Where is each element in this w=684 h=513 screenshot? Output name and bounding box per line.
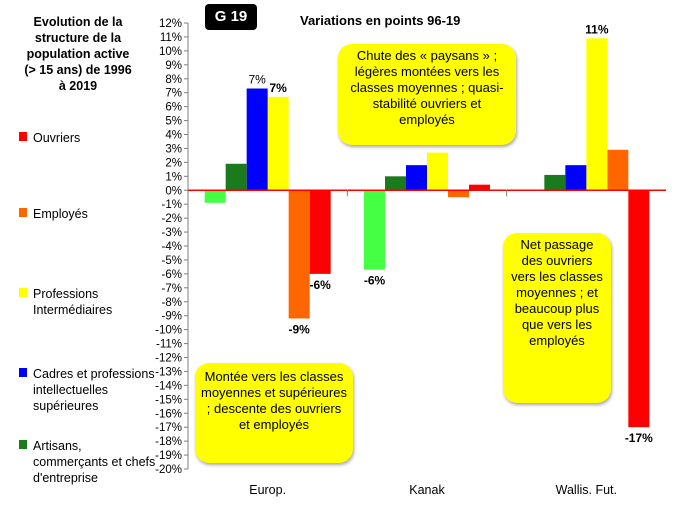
annotation-top: Chute des « paysans » ; légères montées vers les classes moyennes ; quasi-stabilité ouvriers et employés (338, 44, 516, 145)
y-tick-label: -10% (155, 324, 182, 337)
y-tick-label: -4% (161, 241, 182, 253)
y-tick-label: -14% (155, 380, 182, 393)
y-tick-label: -12% (155, 352, 182, 365)
data-label: -6% (363, 273, 386, 288)
y-tick-label: 0% (165, 185, 182, 198)
y-tick-label: -11% (156, 338, 182, 351)
y-tick-label: 4% (165, 129, 182, 142)
y-tick-label: -20% (155, 464, 182, 476)
data-label: -6% (309, 277, 331, 292)
y-tick-label: -9% (161, 310, 182, 323)
data-label: -9% (288, 322, 310, 337)
bar (586, 38, 607, 190)
data-label: 11% (585, 22, 609, 37)
y-tick-label: -1% (161, 199, 182, 212)
bar (247, 89, 268, 191)
bar (406, 165, 427, 190)
y-tick-label: -15% (155, 394, 182, 407)
x-category-label: Wallis. Fut. (555, 483, 618, 497)
bar (544, 175, 565, 190)
legend-label: Employés (33, 207, 88, 221)
chart-badge: G 19 (205, 4, 257, 30)
bar (385, 176, 406, 190)
data-label: 7% (248, 72, 266, 87)
bar (607, 150, 628, 190)
bar (226, 164, 247, 190)
y-tick-label: 12% (158, 18, 182, 30)
y-tick-label: 9% (165, 59, 182, 72)
y-tick-label: -18% (155, 436, 182, 449)
y-tick-label: -6% (161, 268, 182, 281)
y-tick-label: -5% (161, 254, 182, 267)
bar (448, 190, 469, 197)
x-category-label: Kanak (409, 483, 445, 497)
bar (268, 97, 289, 190)
bar (364, 190, 385, 269)
bar (469, 185, 490, 191)
bar (427, 153, 448, 191)
y-tick-label: -19% (155, 450, 182, 463)
y-tick-label: 7% (165, 87, 182, 100)
y-tick-label: -8% (161, 296, 182, 309)
legend-label: Cadres et professions intellectuelles supérieures (33, 367, 155, 413)
y-tick-label: 1% (165, 171, 182, 184)
y-tick-label: 5% (165, 115, 182, 128)
legend-label: Artisans, commerçants et chefs d'entreprise (33, 439, 156, 485)
data-label: -17% (624, 431, 653, 446)
bar (205, 190, 226, 203)
y-tick-label: -3% (161, 227, 182, 240)
annotation-bottom-left: Montée vers les classes moyennes et supérieures ; descente des ouvriers et employés (195, 363, 353, 463)
y-tick-label: 2% (165, 157, 182, 170)
left-title: Evolution de la structure de la population active (> 15 ans) de 1996 à 2019 (24, 15, 132, 93)
chart-title: Variations en points 96-19 (300, 13, 461, 28)
x-category-label: Europ. (249, 483, 287, 497)
legend-label: Ouvriers (33, 131, 81, 145)
y-tick-label: -7% (161, 282, 182, 295)
y-tick-label: 8% (165, 73, 182, 86)
y-tick-label: 11% (159, 31, 182, 44)
y-tick-label: 6% (165, 101, 182, 114)
y-tick-label: 3% (165, 143, 182, 156)
bar (628, 190, 649, 427)
y-tick-label: -17% (155, 422, 182, 435)
annotation-bottom-right: Net passage des ouvriers vers les classes moyennes ; et beaucoup plus que vers les employés (503, 233, 611, 403)
y-tick-label: -2% (161, 213, 182, 226)
legend-label: Professions Intermédiaires (33, 287, 113, 317)
y-tick-label: -16% (155, 408, 182, 421)
bar (310, 190, 331, 274)
data-label: 7% (269, 80, 287, 95)
bar (565, 165, 586, 190)
y-tick-label: -13% (155, 366, 182, 379)
y-tick-label: 10% (158, 45, 182, 58)
bar (289, 190, 310, 318)
